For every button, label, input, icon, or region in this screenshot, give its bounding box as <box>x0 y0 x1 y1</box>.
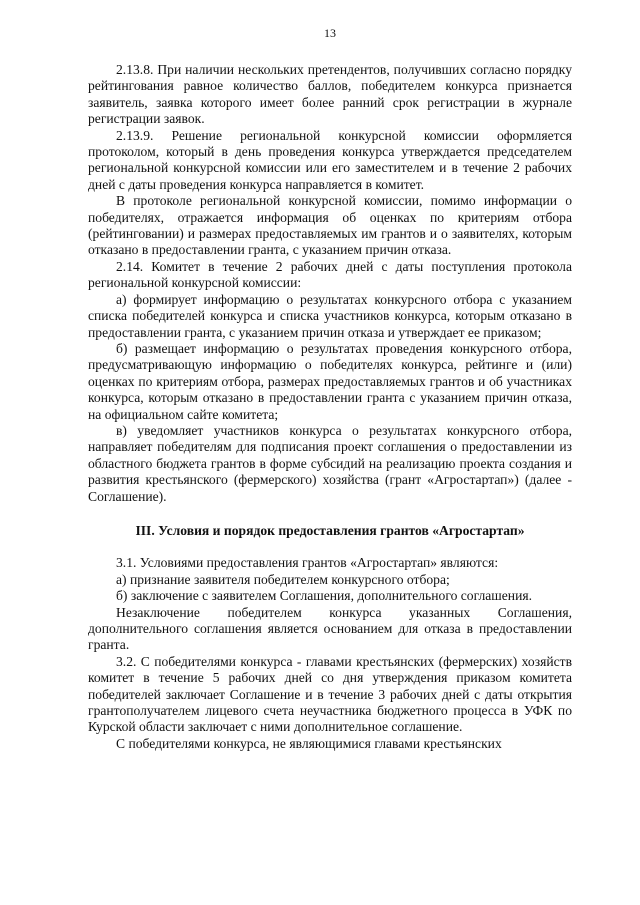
paragraph-2-14-a: а) формирует информацию о результатах конкурсного отбора с указанием списка победителей конкурса и списка участников конкурса, которым отказано в предоставлении гранта, с указанием причин отказа и утверждает ее приказом; <box>88 291 572 340</box>
paragraph-2-14-v: в) уведомляет участников конкурса о результатах конкурсного отбора, направляет победителям для подписания проект соглашения о предоставлении из областного бюджета грантов в форме субсидий на реализацию проекта создания и развития крестьянского (фермерского) хозяйства (грант «Агростартап») (далее - Соглашение). <box>88 422 572 504</box>
paragraph-protocol-info: В протоколе региональной конкурсной комиссии, помимо информации о победителях, отражается информация об оценках по критериям отбора (рейтинговании) и размерах предоставляемых им грантов и о заявителях, которым отказано в предоставлении гранта, с указанием причин отказа. <box>88 193 572 258</box>
paragraph-non-heads: С победителями конкурса, не являющимися главами крестьянских <box>116 735 502 751</box>
paragraph-2-14: 2.14. Комитет в течение 2 рабочих дней с даты поступления протокола региональной конкурсной комиссии: <box>88 258 572 291</box>
paragraph-non-conclusion: Незаключение победителем конкурса указанных Соглашения, дополнительного соглашения является основанием для отказа в предоставлении гранта. <box>88 604 572 653</box>
document-body <box>88 62 572 752</box>
section-heading: III. Условия и порядок предоставления грантов «Агростартап» <box>135 522 525 538</box>
paragraph-3-2: 3.2. С победителями конкурса - главами крестьянских (фермерских) хозяйств комитет в течение 5 рабочих дней со дня утверждения приказом комитета победителей заключает Соглашение и в течение 3 рабочих дней с даты открытия грантополучателем лицевого счета неучастника бюджетного процесса в УФК по Курской области заключает с ними дополнительное соглашение. <box>88 653 572 735</box>
paragraph-2-13-9: 2.13.9. Решение региональной конкурсной комиссии оформляется протоколом, который в день проведения конкурса утверждается председателем региональной конкурсной комиссии или его заместителем и в течение 2 рабочих дней с даты проведения конкурса направляется в комитет. <box>88 127 572 192</box>
page-number: 13 <box>324 26 336 40</box>
paragraph-3-1: 3.1. Условиями предоставления грантов «Агростартап» являются: <box>116 555 499 571</box>
paragraph-2-13-8: 2.13.8. При наличии нескольких претендентов, получивших согласно порядку рейтингования равное количество баллов, победителем конкурса признается заявитель, заявка которого имеет более ранний срок регистрации в журнале регистрации заявок. <box>88 62 572 127</box>
paragraph-3-1-a: а) признание заявителя победителем конкурсного отбора; <box>116 571 450 587</box>
paragraph-2-14-b: б) размещает информацию о результатах проведения конкурсного отбора, предусматривающую информацию о победителях конкурса, рейтинге и (или) оценках по критериям отбора, размерах предоставляемых грантов и об участниках конкурса, которым отказано в предоставлении гранта с указанием причин отказа, на официальном сайте комитета; <box>88 340 572 422</box>
paragraph-3-1-b: б) заключение с заявителем Соглашения, дополнительного соглашения. <box>116 588 532 604</box>
